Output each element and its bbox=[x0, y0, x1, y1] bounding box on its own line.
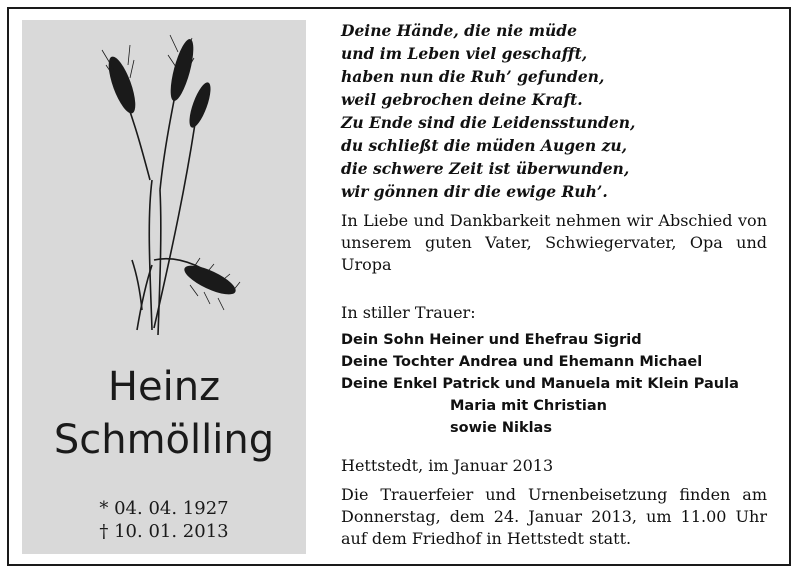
poem-line: weil gebrochen deine Kraft. bbox=[341, 90, 583, 109]
life-dates bbox=[22, 497, 306, 543]
mourner-entry: Deine Enkel Patrick und Manuela mit Klein Paula bbox=[341, 376, 739, 392]
funeral-info: Die Trauerfeier und Urnenbeisetzung finden am Donnerstag, dem 24. Januar 2013, um 11.00 Uhr auf dem Friedhof in Hettstedt statt. bbox=[341, 485, 767, 548]
birth-date: * 04. 04. 1927 bbox=[99, 498, 229, 519]
poem-line: die schwere Zeit ist überwunden, bbox=[341, 159, 630, 178]
mourner-entry: Maria mit Christian bbox=[450, 398, 607, 414]
mourning-label: In stiller Trauer: bbox=[341, 303, 476, 322]
deceased-last-name: Schmölling bbox=[53, 417, 275, 463]
mourner-entry: sowie Niklas bbox=[450, 420, 552, 436]
death-date: † 10. 01. 2013 bbox=[99, 521, 229, 542]
farewell-text: In Liebe und Dankbarkeit nehmen wir Abschied von unserem guten Vater, Schwiegervater, Opa und Uropa bbox=[341, 211, 767, 274]
poem-line: Zu Ende sind die Leidensstunden, bbox=[341, 113, 636, 132]
poem-line: haben nun die Ruh’ gefunden, bbox=[341, 67, 605, 86]
poem-line: wir gönnen dir die ewige Ruh’. bbox=[341, 182, 608, 201]
poem-line: und im Leben viel geschafft, bbox=[341, 44, 588, 63]
mourner-entry: Deine Tochter Andrea und Ehemann Michael bbox=[341, 354, 703, 370]
poem bbox=[341, 19, 767, 203]
poem-line: Deine Hände, die nie müde bbox=[341, 21, 577, 40]
wheat-ears-icon bbox=[92, 30, 242, 340]
deceased-first-name: Heinz bbox=[107, 364, 221, 410]
mourners-list bbox=[341, 329, 767, 439]
mourner-entry: Dein Sohn Heiner und Ehefrau Sigrid bbox=[341, 332, 642, 348]
place-date: Hettstedt, im Januar 2013 bbox=[341, 456, 554, 475]
poem-line: du schließt die müden Augen zu, bbox=[341, 136, 628, 155]
memorial-panel bbox=[22, 20, 306, 554]
